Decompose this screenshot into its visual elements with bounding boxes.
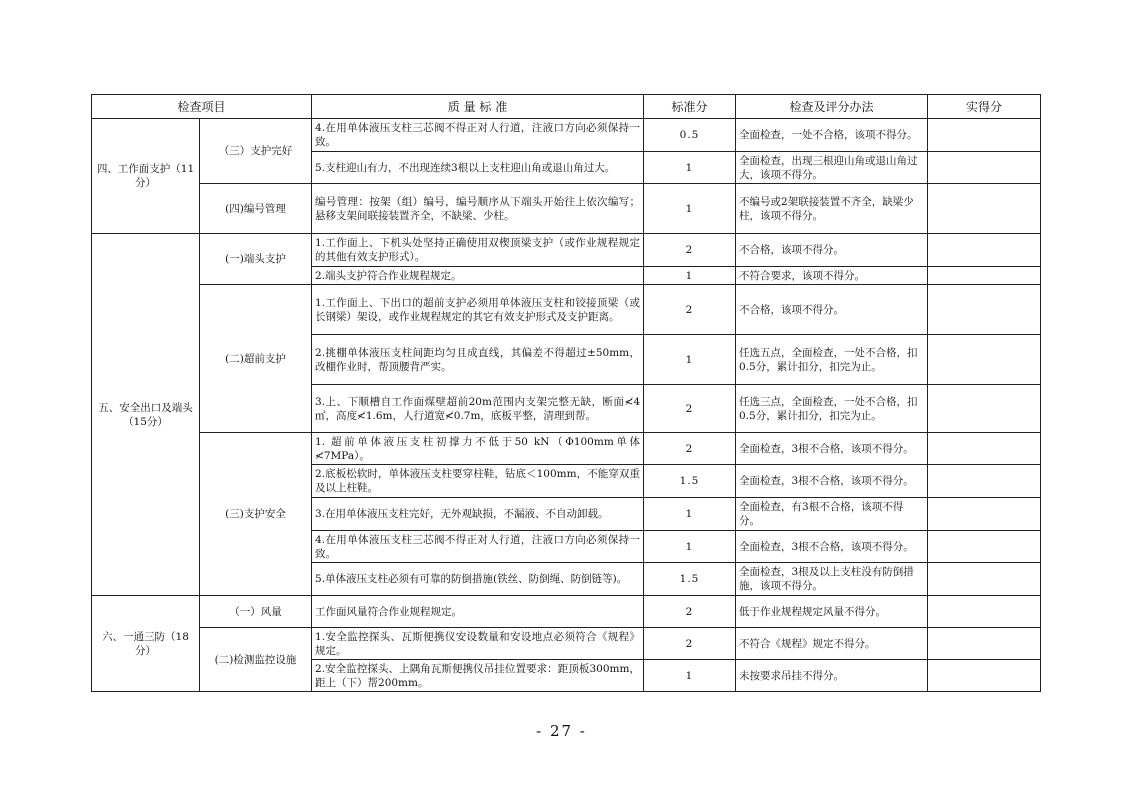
actual-score-cell bbox=[928, 660, 1041, 692]
standard-cell: 1.安全监控探头、瓦斯便携仪安设数量和安设地点必须符合《规程》规定。 bbox=[312, 628, 644, 660]
sub-item: (二)检测监控设施 bbox=[200, 628, 312, 692]
score-cell: 1 bbox=[644, 184, 736, 234]
method-cell: 未按要求吊挂不得分。 bbox=[736, 660, 928, 692]
method-cell: 任选三点，全面检查，一处不合格，扣0.5分，累计扣分，扣完为止。 bbox=[736, 385, 928, 433]
score-cell: 1.5 bbox=[644, 563, 736, 596]
header-standard: 质 量 标 准 bbox=[312, 95, 644, 119]
standard-cell: 5.单体液压支柱必须有可靠的防倒措施(铁丝、防倒绳、防倒链等)。 bbox=[312, 563, 644, 596]
method-cell: 不合格，该项不得分。 bbox=[736, 234, 928, 267]
standard-cell: 2.底板松软时，单体液压支柱要穿柱鞋，钻底＜100mm，不能穿双重及以上柱鞋。 bbox=[312, 465, 644, 498]
actual-score-cell bbox=[928, 628, 1041, 660]
actual-score-cell bbox=[928, 433, 1041, 465]
actual-score-cell bbox=[928, 267, 1041, 285]
section-item: 六、一通三防（18分） bbox=[92, 596, 200, 692]
method-cell: 不符合《规程》规定不得分。 bbox=[736, 628, 928, 660]
method-cell: 低于作业规程规定风量不得分。 bbox=[736, 596, 928, 628]
method-cell: 不合格，该项不得分。 bbox=[736, 285, 928, 335]
table-row bbox=[92, 119, 1041, 152]
actual-score-cell bbox=[928, 465, 1041, 498]
method-cell: 不编号或2架联接装置不齐全，缺梁少柱，该项不得分。 bbox=[736, 184, 928, 234]
score-cell: 2 bbox=[644, 385, 736, 433]
method-cell: 任选五点，全面检查，一处不合格，扣0.5分，累计扣分，扣完为止。 bbox=[736, 335, 928, 385]
header-method: 检查及评分办法 bbox=[736, 95, 928, 119]
score-cell: 2 bbox=[644, 285, 736, 335]
quality-inspection-table bbox=[91, 94, 1041, 692]
actual-score-cell bbox=[928, 335, 1041, 385]
sub-item: （一）风量 bbox=[200, 596, 312, 628]
score-cell: 0.5 bbox=[644, 119, 736, 152]
actual-score-cell bbox=[928, 285, 1041, 335]
score-cell: 1 bbox=[644, 335, 736, 385]
actual-score-cell bbox=[928, 563, 1041, 596]
score-cell: 1 bbox=[644, 531, 736, 563]
method-cell: 全面检查，一处不合格，该项不得分。 bbox=[736, 119, 928, 152]
method-cell: 不符合要求，该项不得分。 bbox=[736, 267, 928, 285]
standard-cell: 4.在用单体液压支柱三芯阀不得正对人行道，注液口方向必须保持一致。 bbox=[312, 119, 644, 152]
actual-score-cell bbox=[928, 596, 1041, 628]
header-actual: 实得分 bbox=[928, 95, 1041, 119]
standard-cell: 1.工作面上、下机头处坚持正确使用双楔顶梁支护（或作业规程规定的其他有效支护形式）。 bbox=[312, 234, 644, 267]
section-item: 五、安全出口及端头（15分） bbox=[92, 234, 200, 596]
standard-cell: 3.上、下顺槽自工作面煤壁超前20m范围内支架完整无缺，断面≮4㎡，高度≮1.6m，人行道宽≮0.7m，底板平整，清理到帮。 bbox=[312, 385, 644, 433]
standard-cell: 工作面风量符合作业规程规定。 bbox=[312, 596, 644, 628]
score-cell: 1 bbox=[644, 660, 736, 692]
actual-score-cell bbox=[928, 385, 1041, 433]
standard-cell: 3.在用单体液压支柱完好，无外观缺损，不漏液、不自动卸载。 bbox=[312, 498, 644, 531]
table-row bbox=[92, 184, 1041, 234]
actual-score-cell bbox=[928, 152, 1041, 184]
table-row bbox=[92, 628, 1041, 660]
table-row bbox=[92, 285, 1041, 335]
inspection-sheet bbox=[91, 94, 1040, 692]
sub-item: (三)支护安全 bbox=[200, 433, 312, 596]
standard-cell: 2.端头支护符合作业规程规定。 bbox=[312, 267, 644, 285]
sub-item: （三）支护完好 bbox=[200, 119, 312, 184]
method-cell: 全面检查，3根不合格，该项不得分。 bbox=[736, 433, 928, 465]
score-cell: 2 bbox=[644, 433, 736, 465]
score-cell: 1.5 bbox=[644, 465, 736, 498]
score-cell: 1 bbox=[644, 498, 736, 531]
score-cell: 2 bbox=[644, 628, 736, 660]
actual-score-cell bbox=[928, 119, 1041, 152]
standard-cell: 2.安全监控探头、上隅角瓦斯便携仪吊挂位置要求：距顶板300mm，距上（下）帮200mm。 bbox=[312, 660, 644, 692]
standard-cell: 2.挑棚单体液压支柱间距均匀且成直线，其偏差不得超过±50mm，改棚作业时，帮顶腰背严实。 bbox=[312, 335, 644, 385]
method-cell: 全面检查，3根及以上支柱没有防倒措施，该项不得分。 bbox=[736, 563, 928, 596]
sub-item: (四)编号管理 bbox=[200, 184, 312, 234]
actual-score-cell bbox=[928, 234, 1041, 267]
table-row bbox=[92, 433, 1041, 465]
standard-cell: 4.在用单体液压支柱三芯阀不得正对人行道，注液口方向必须保持一致。 bbox=[312, 531, 644, 563]
method-cell: 全面检查，出现三根迎山角或退山角过大，该项不得分。 bbox=[736, 152, 928, 184]
page-number: - 27 - bbox=[536, 722, 587, 740]
actual-score-cell bbox=[928, 498, 1041, 531]
table-header-row bbox=[92, 95, 1041, 119]
score-cell: 2 bbox=[644, 234, 736, 267]
actual-score-cell bbox=[928, 184, 1041, 234]
standard-cell: 1. 超前单体液压支柱初撑力不低于50 kN（Φ100mm单体≮7MPa）。 bbox=[312, 433, 644, 465]
sub-item: (一)端头支护 bbox=[200, 234, 312, 285]
standard-cell: 1.工作面上、下出口的超前支护必须用单体液压支柱和铰接顶梁（或长钢梁）架设，或作业规程规定的其它有效支护形式及支护距离。 bbox=[312, 285, 644, 335]
table-row bbox=[92, 596, 1041, 628]
section-item: 四、工作面支护（11分） bbox=[92, 119, 200, 234]
table-row bbox=[92, 234, 1041, 267]
header-item: 检查项目 bbox=[92, 95, 312, 119]
standard-cell: 编号管理：按架（组）编号，编号顺序从下端头开始往上依次编写；悬移支架间联接装置齐全，不缺梁、少柱。 bbox=[312, 184, 644, 234]
score-cell: 1 bbox=[644, 152, 736, 184]
method-cell: 全面检查，3根不合格，该项不得分。 bbox=[736, 465, 928, 498]
actual-score-cell bbox=[928, 531, 1041, 563]
method-cell: 全面检查，有3根不合格，该项不得分。 bbox=[736, 498, 928, 531]
header-score: 标准分 bbox=[644, 95, 736, 119]
method-cell: 全面检查，3根不合格，该项不得分。 bbox=[736, 531, 928, 563]
standard-cell: 5.支柱迎山有力，不出现连续3根以上支柱迎山角或退山角过大。 bbox=[312, 152, 644, 184]
score-cell: 2 bbox=[644, 596, 736, 628]
sub-item: (二)超前支护 bbox=[200, 285, 312, 433]
score-cell: 1 bbox=[644, 267, 736, 285]
